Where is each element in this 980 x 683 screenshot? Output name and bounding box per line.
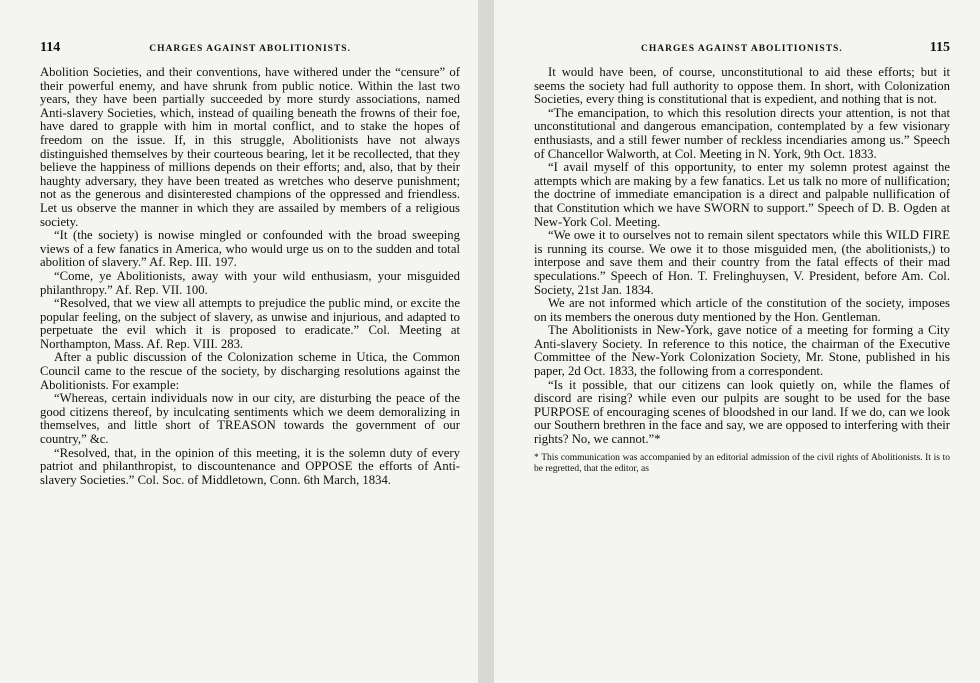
paragraph: It would have been, of course, unconstitutional to aid these efforts; but it seems the society had full authority to oppose them. In short, with Colonization Societies, every thing is constitutional that is expedient, and nothing that is not. [534, 65, 950, 107]
paragraph: Abolition Societies, and their conventions, have withered under the “censure” of their powerful enemy, and have shrunk from public notice. Within the last two years, they have been partially succeeded by more sturdy associations, named Anti-slavery Societies, which, instead of quailing beneath the frowns of their foe, have dared to grapple with him in mortal conflict, and to stake the hopes of freedom on the issue. If, in this struggle, Abolitionists have not always distinguished themselves by their courteous bearing, let it be recollected, that they believe the happiness of millions depends on their efforts; and, also, that by their haughty adversary, they have been treated as wretches who deserve punishment; not as the generous and disinterested champions of the oppressed and friendless. Let us observe the manner in which they are assailed by members of a religious society. [40, 65, 460, 229]
right-page [494, 0, 980, 683]
paragraph: “The emancipation, to which this resolution directs your attention, is not that unconstitutional and dangerous emancipation, contemplated by a few visionary enthusiasts, and a still fewer number of reckless incendiaries among us.” Speech of Chancellor Walworth, at Col. Meeting in N. York, 9th Oct. 1833. [534, 105, 950, 161]
right-page-number: 115 [929, 40, 950, 55]
right-page-body [534, 66, 950, 447]
paragraph: The Abolitionists in New-York, gave notice of a meeting for forming a City Anti-slavery Society. In reference to this notice, the chairman of the Executive Committee of the New-York Colonization Society, Mr. Stone, published in his paper, 2d Oct. 1833, the following from a correspondent. [534, 323, 950, 379]
paragraph: We are not informed which article of the constitution of the society, imposes on its members the onerous duty mentioned by the Hon. Gentleman. [534, 296, 950, 324]
left-page-number: 114 [40, 40, 61, 55]
paragraph: “I avail myself of this opportunity, to enter my solemn protest against the attempts which are making by a few fanatics. Let us talk no more of nullification; the doctrine of immediate emancipation is a direct and palpable nullification of that Constitution which we have SWORN to support.” Speech of D. B. Ogden at New-York Col. Meeting. [534, 160, 950, 229]
left-page-header [40, 40, 460, 62]
right-page-header [534, 40, 950, 62]
paragraph: “Resolved, that, in the opinion of this meeting, it is the solemn duty of every patriot and philanthropist, to discountenance and OPPOSE the efforts of Anti-slavery Societies.” Col. Soc. of Middletown, Conn. 6th March, 1834. [40, 445, 460, 487]
paragraph: “We owe it to ourselves not to remain silent spectators while this WILD FIRE is running its course. We owe it to those misguided men, (the abolitionists,) to interpose and save them and their country from the fatal effects of their mad speculations.” Speech of Hon. T. Frelinghuysen, V. President, before Am. Col. Society, 21st Jan. 1834. [534, 228, 950, 297]
paragraph: “Is it possible, that our citizens can look quietly on, while the flames of discord are rising? while even our pulpits are sought to be used for the base PURPOSE of encouraging scenes of bloodshed in our land. If we do, can we look our Southern brethren in the face and say, we are opposed to interfering with their rights? No, we cannot.”* [534, 377, 950, 447]
right-running-head: CHARGES AGAINST ABOLITIONISTS. [641, 44, 843, 54]
paragraph: “It (the society) is nowise mingled or confounded with the broad sweeping views of a few fanatics in America, who would urge us on to the sudden and total abolition of slavery.” Af. Rep. III. 197. [40, 228, 460, 270]
paragraph: “Come, ye Abolitionists, away with your wild enthusiasm, your misguided philanthropy.” Af. Rep. VII. 100. [40, 268, 460, 297]
left-page [0, 0, 478, 683]
paragraph: “Whereas, certain individuals now in our city, are disturbing the peace of the good citizens thereof, by inculcating sentiments which we deem demoralizing in themselves, and little short of TREASON towards the government of our country,” &c. [40, 391, 460, 447]
footnote: * This communication was accompanied by an editorial admission of the civil rights of Abolitionists. It is to be regretted, that the editor, as [534, 452, 950, 474]
paragraph: After a public discussion of the Colonization scheme in Utica, the Common Council came to the rescue of the society, by discharging resolutions against the Abolitionists. For example: [40, 350, 460, 392]
paragraph: “Resolved, that we view all attempts to prejudice the public mind, or excite the popular feeling, on the subject of slavery, as unwise and injurious, and adapted to perpetuate the evil which it is proposed to eradicate.” Col. Meeting at Northampton, Mass. Af. Rep. VIII. 283. [40, 296, 460, 351]
book-gutter [478, 0, 494, 683]
left-running-head: CHARGES AGAINST ABOLITIONISTS. [149, 44, 351, 54]
left-page-body [40, 66, 460, 487]
